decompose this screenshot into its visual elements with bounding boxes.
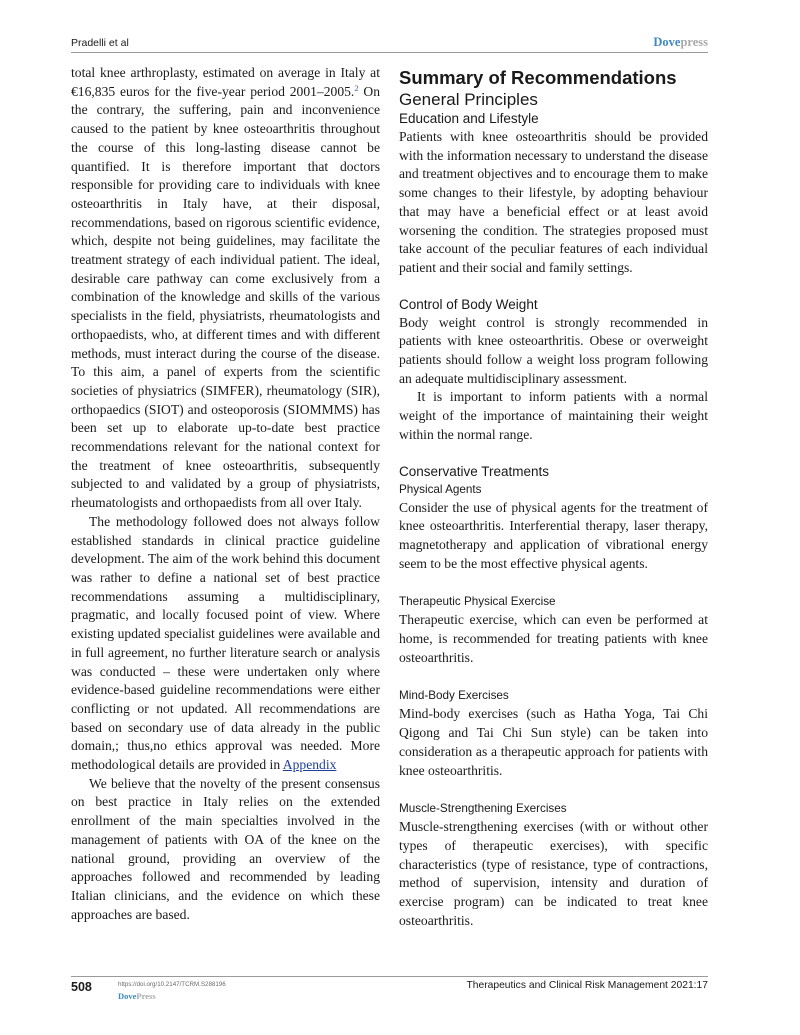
left-column [71, 64, 380, 924]
paragraph-novelty: We believe that the novelty of the present consensus on best practice in Italy relies on the extended enrollment of the main specialties involved in the management of patients with OA of the knee on the national ground, providing an overview of the approaches followed and recommended by leading Italian clinicians, and the evidence on which these approaches are based. [71, 775, 380, 922]
paragraph-body-weight-2: It is important to inform patients with a normal weight of the importance of maintaining their weight within the normal range. [399, 389, 708, 442]
heading-physical-agents: Physical Agents [399, 482, 482, 496]
heading-mind-body: Mind-Body Exercises [399, 689, 509, 703]
logo-dove-text: Dove [653, 35, 681, 49]
paragraph-therapeutic-exercise: Therapeutic exercise, which can even be performed at home, is recommended for treating patients with knee osteoarthritis. [399, 612, 708, 665]
paragraph-text: total knee arthroplasty, estimated on average in Italy at €16,835 euros for the five-year period 2001–2005. [71, 65, 380, 99]
heading-body-weight: Control of Body Weight [399, 296, 538, 312]
doi-link[interactable]: https://doi.org/10.2147/TCRM.S288196 [118, 981, 226, 988]
reference-superscript[interactable]: 2 [354, 82, 359, 93]
heading-conservative-treatments: Conservative Treatments [399, 463, 550, 479]
subsection-title-general-principles: General Principles [399, 90, 538, 109]
paragraph-methodology [71, 513, 380, 775]
header-divider [71, 52, 708, 53]
logo-press-text: press [680, 35, 708, 49]
footer-divider [71, 976, 708, 977]
paragraph-cost-and-panel [71, 64, 380, 513]
paragraph-body-weight-1: Body weight control is strongly recommended in patients with knee osteoarthritis. Obese or overweight patients should follow a weight loss program following an adequate multidisciplinary assessment. [399, 314, 708, 386]
heading-therapeutic-exercise: Therapeutic Physical Exercise [399, 595, 556, 609]
heading-education-lifestyle: Education and Lifestyle [399, 111, 539, 126]
running-header-author: Pradelli et al [71, 37, 129, 49]
paragraph-muscle-strengthening: Muscle-strengthening exercises (with or without other types of therapeutic exercises), with specific characteristics (type of resistance, type of contractions, method of supervision, intensity and duration of exercise program) can be indicated to treat knee osteoarthritis. [399, 819, 708, 928]
footer-logo-dove-text: Dove [118, 991, 137, 1001]
journal-citation: Therapeutics and Clinical Risk Management 2021:17 [466, 980, 708, 991]
dovepress-logo[interactable] [653, 35, 708, 50]
footer-dovepress-logo[interactable] [118, 991, 156, 1001]
heading-muscle-strengthening: Muscle-Strengthening Exercises [399, 802, 567, 816]
paragraph-text: On the contrary, the suffering, pain and inconvenience caused to the patient by knee osteoarthritis throughout the course of this long-lasting disease cannot be quantified. It is therefore important that doctors responsible for providing care to individuals with knee osteoarthritis in Italy have, at their disposal, recommendations, based on rigorous scientific evidence, which, despite not being guidelines, may facilitate the treatment strategy of each individual patient. The ideal, desirable care pathway can come exclusively from a combination of the knowledge and skills of the various specialists in the field, physiatrists, rheumatologists and orthopaedists, who, at different times and with different methods, must interact during the course of the disease. To this aim, a panel of experts from the scientific societies of physiatrics (SIMFER), rheumatology (SIR), orthopaedics (SIOT) and osteoporosis (SIOMMMS) has been set up to elaborate up-to-date best practice recommendations relevant for the national context for the treatment of knee osteoarthritis, subsequently subjected to and validated by a group of physiatrists, rheumatologists and orthopaedists from all over Italy. [71, 83, 381, 511]
section-title-summary: Summary of Recommendations [399, 67, 677, 88]
paragraph-text: The methodology followed does not always follow established standards in clinical practice guideline development. The aim of the work behind this document was rather to define a national set of best practice recommendations assuming a multidisciplinary, pragmatic, and locally focused point of view. Where existing updated specialist guidelines were available and in full agreement, no further literature search or analysis was conducted – these were undertaken only where evidence-based guideline recommendations were either conflicting or not updated. All recommendations are based on secondary use of data already in the public domain,; thus,no ethics approval was needed. More methodological details are provided in [71, 513, 380, 773]
page-number: 508 [71, 980, 92, 994]
paragraph-mind-body: Mind-body exercises (such as Hatha Yoga, Tai Chi Qigong and Tai Chi Sun style) can be taken into consideration as a therapeutic approach for patients with knee osteoarthritis. [399, 706, 708, 778]
paragraph-education-lifestyle: Patients with knee osteoarthritis should be provided with the information necessary to understand the disease and treatment objectives and to encourage them to make some changes to their lifestyle, by adopting behaviour that may have a beneficial effect or at least avoid worsening the condition. The strategies proposed must take account of the peculiar features of each individual patient and their social and family settings. [399, 129, 708, 275]
paragraph-physical-agents: Consider the use of physical agents for the treatment of knee osteoarthritis. Interferential therapy, laser therapy, magnetotherapy and application of vibrational energy seem to be the most effective physical agents. [399, 499, 708, 571]
right-column [399, 64, 708, 931]
appendix-link[interactable]: Appendix [282, 757, 337, 773]
footer-logo-press-text: Press [136, 991, 156, 1001]
